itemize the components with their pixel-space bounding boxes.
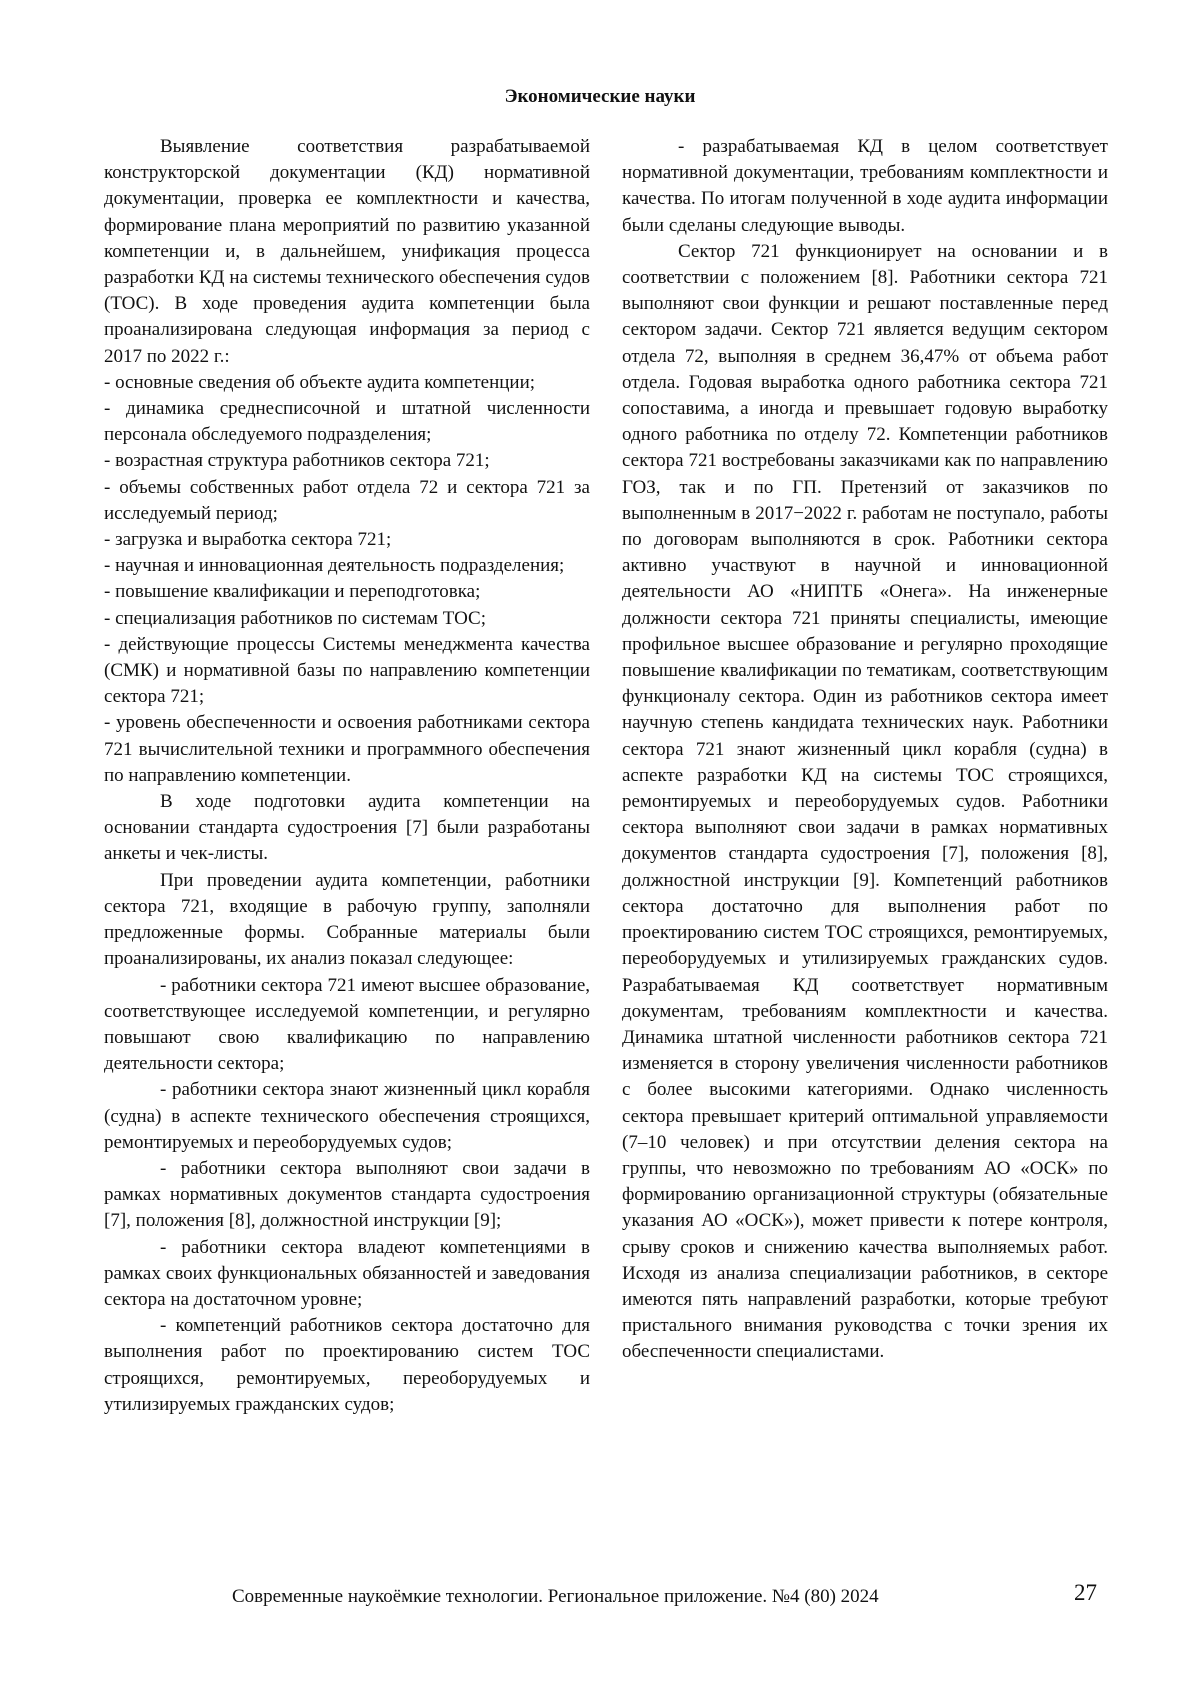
paragraph: - работники сектора 721 имеют высшее образование, соответствующее исследуемой компетенции, и регулярно повышают свою квалификацию по направлению деятельности сектора; (104, 974, 590, 1075)
journal-footer: Современные наукоёмкие технологии. Региональное приложение. №4 (80) 2024 (232, 1586, 879, 1607)
paragraph: - действующие процессы Системы менеджмента качества (СМК) и нормативной базы по направлению компетенции сектора 721; (104, 633, 590, 708)
paragraph: - специализация работников по системам ТОС; (104, 607, 486, 629)
paragraph: - динамика среднесписочной и штатной численности персонала обследуемого подразделения; (104, 398, 590, 446)
paragraph: - научная и инновационная деятельность подразделения; (104, 555, 565, 577)
right-column (622, 134, 1108, 1366)
page-number: 27 (1074, 1580, 1097, 1605)
paragraph: При проведении аудита компетенции, работники сектора 721, входящие в рабочую группу, заполняли предложенные формы. Собранные материалы были проанализированы, их анализ показал следующее: (104, 869, 590, 970)
left-column (104, 134, 590, 1418)
paragraph: Сектор 721 функционирует на основании и в соответствии с положением [8]. Работники сектора 721 выполняют свои функции и решают поставленные перед сектором задачи. Сектор 721 является ведущим сектором отдела 72, выполняя в среднем 36,47% от объема работ отдела. Годовая выработка одного работника сектора 721 сопоставима, а иногда и превышает годовую выработку одного работника по отделу 72. Компетенции работников сектора 721 востребованы заказчиками как по направлению ГОЗ, так и по ГП. Претензий от заказчиков по выполненным в 2017−2022 г. работам не поступало, работы по договорам выполняются в срок. Работники сектора активно участвуют в научной и инновационной деятельности АО «НИПТБ «Онега». На инженерные должности сектора 721 приняты специалисты, имеющие профильное высшее образование и регулярно проходящие повышение квалификации по тематикам, соответствующим функционалу сектора. Один из работников сектора имеет научную степень кандидата технических наук. Работники сектора 721 знают жизненный цикл корабля (судна) в аспекте разработки КД на системы ТОС строящихся, ремонтируемых и переоборудуемых судов. Работники сектора выполняют свои задачи в рамках нормативных документов стандарта судостроения [7], положения [8], должностной инструкции [9]. Компетенций работников сектора достаточно для выполнения работ по проектированию систем ТОС строящихся, ремонтируемых, переоборудуемых и утилизируемых гражданских судов. Разрабатываемая КД соответствует нормативным документам, требованиям комплектности и качества. Динамика штатной численности работников сектора 721 изменяется в сторону увеличения численности работников с более высокими категориями. Однако численность сектора превышает критерий оптимальной управляемости (7–10 человек) и при отсутствии деления сектора на группы, что невозможно по требованиям АО «ОСК» по формированию организационной структуры (обязательные указания АО «ОСК»), может привести к потере контроля, срыву сроков и снижению качества выполняемых работ. Исходя из анализа специализации работников, в секторе имеются пять направлений разработки, которые требуют пристального внимания руководства с точки зрения их обеспеченности специалистами. (622, 240, 1108, 1363)
paragraph: - основные сведения об объекте аудита компетенции; (104, 371, 536, 393)
paragraph: - загрузка и выработка сектора 721; (104, 529, 392, 551)
section-header: Экономические науки (504, 86, 696, 107)
paragraph: - повышение квалификации и переподготовка; (104, 581, 481, 603)
paragraph: - работники сектора владеют компетенциями в рамках своих функциональных обязанностей и заведования сектора на достаточном уровне; (104, 1236, 590, 1310)
paragraph: - работники сектора выполняют свои задачи в рамках нормативных документов стандарта судостроения [7], положения [8], должностной инструкции [9]; (104, 1157, 590, 1232)
paragraph: Выявление соответствия разрабатываемой конструкторской документации (КД) нормативной документации, проверка ее комплектности и качества, формирование плана мероприятий по развитию указанной компетенции и, в дальнейшем, унификация процесса разработки КД на системы технического обеспечения судов (ТОС). В ходе проведения аудита компетенции была проанализирована следующая информация за период с 2017 по 2022 г.: (104, 136, 590, 367)
paragraph: - компетенций работников сектора достаточно для выполнения работ по проектированию систем ТОС строящихся, ремонтируемых, переоборудуемых и утилизируемых гражданских судов; (104, 1315, 590, 1415)
paragraph: - разрабатываемая КД в целом соответствует нормативной документации, требованиям комплектности и качества. По итогам полученной в ходе аудита информации были сделаны следующие выводы. (622, 136, 1108, 236)
paragraph: - возрастная структура работников сектора 721; (104, 450, 490, 472)
paragraph: - уровень обеспеченности и освоения работниками сектора 721 вычислительной техники и программного обеспечения по направлению компетенции. (104, 712, 590, 786)
paragraph: В ходе подготовки аудита компетенции на основании стандарта судостроения [7] были разработаны анкеты и чек-листы. (104, 791, 590, 865)
paragraph: - работники сектора знают жизненный цикл корабля (судна) в аспекте технического обеспечения строящихся, ремонтируемых и переоборудуемых судов; (104, 1079, 590, 1153)
paragraph: - объемы собственных работ отдела 72 и сектора 721 за исследуемый период; (104, 476, 590, 524)
